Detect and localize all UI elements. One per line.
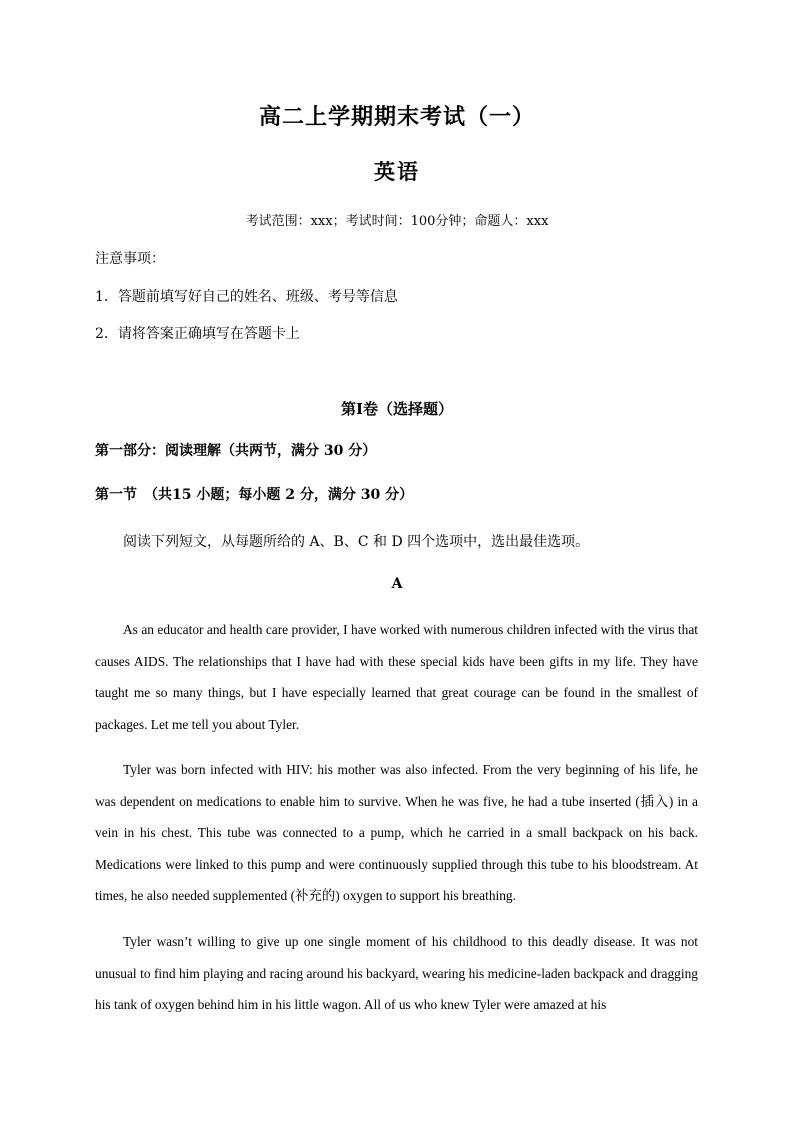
passage-paragraph-1: As an educator and health care provider, I have worked with numerous children infected with the virus that causes AIDS. The relationships that I have had with these special kids have been gifts in my life. They have taught me so many things, but I have especially learned that great courage can be found in the smallest of packages. Let me tell you about Tyler. (95, 622, 698, 732)
notice-item-2: 2．请将答案正确填写在答题卡上 (95, 326, 300, 342)
notice-item-1: 1．答题前填写好自己的姓名、班级、考号等信息 (95, 289, 398, 305)
part-heading: 第一部分：阅读理解（共两节，满分 30 分） (95, 443, 377, 459)
passage-paragraph-3: Tyler wasn’t willing to give up one single moment of his childhood to this deadly disease. It was not unusual to find him playing and racing around his backyard, wearing his medicine-laden backpack and dragging his tank of oxygen behind him in his little wagon. All of us who knew Tyler were amazed at his (95, 934, 698, 1013)
instruction-text: 阅读下列短文，从每题所给的 A、B、C 和 D 四个选项中，选出最佳选项。 (123, 534, 590, 550)
exam-subject: 英语 (374, 159, 420, 184)
exam-info: 考试范围：xxx；考试时间：100分钟；命题人：xxx (245, 214, 549, 229)
passage-paragraph-2: Tyler was born infected with HIV: his mother was also infected. From the very beginning of his life, he was dependent on medications to enable him to survive. When he was five, he had a tube inserted (插入) in a vein in his chest. This tube was connected to a pump, which he carried in a small backpack on his back. Medications were linked to this pump and were continuously supplied through this tube to his bloodstream. At times, he also needed supplemented (补充的) oxygen to support his breathing. (95, 762, 698, 904)
section-title: 第I卷（选择题） (340, 400, 454, 418)
passage-letter: A (391, 576, 403, 592)
notice-heading: 注意事项： (95, 251, 165, 267)
subsection-heading: 第一节 （共15 小题；每小题 2 分，满分 30 分） (95, 487, 414, 503)
exam-title: 高二上学期期末考试（一） (258, 104, 535, 130)
